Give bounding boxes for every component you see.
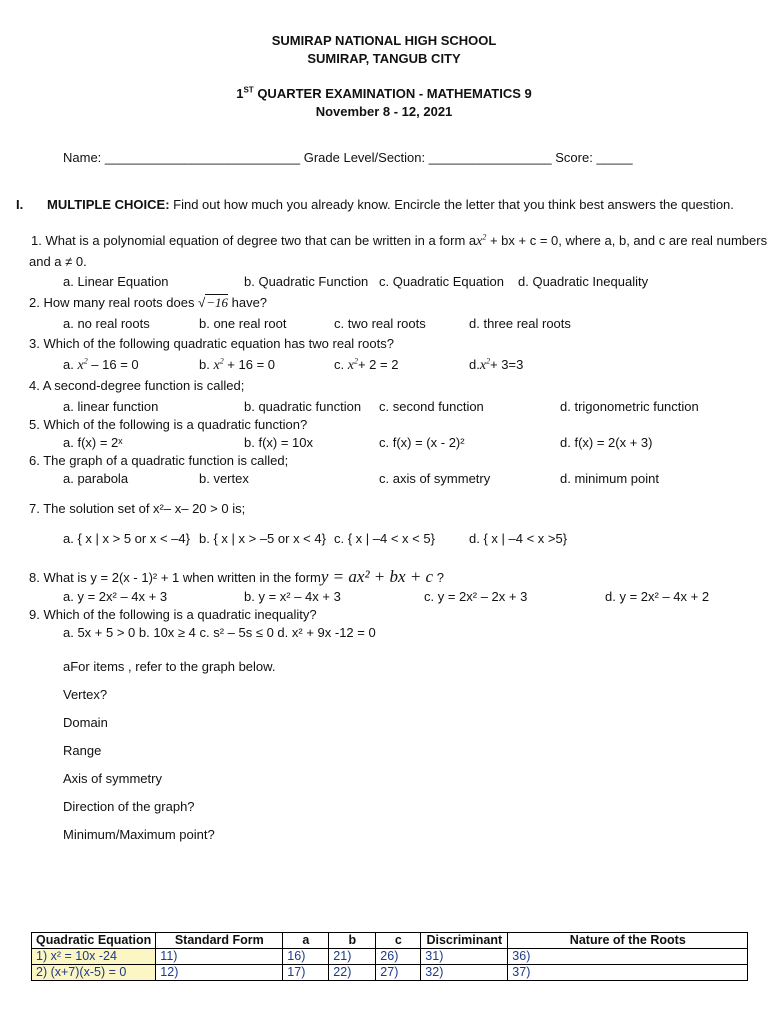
q5-option-c[interactable]: c. f(x) = (x - 2)² <box>379 435 465 450</box>
q7-option-a[interactable]: a. { x | x > 5 or x < –4} <box>63 531 190 546</box>
q1-option-d[interactable]: d. Quadratic Inequality <box>518 274 649 289</box>
cell-a[interactable]: 17) <box>283 965 329 981</box>
cell-discriminant[interactable]: 31) <box>421 949 508 965</box>
q1-option-c[interactable]: c. Quadratic Equation <box>379 274 505 289</box>
q7-stem: 7. The solution set of x²– x– 20 > 0 is; <box>29 501 246 516</box>
q9-stem: 9. Which of the following is a quadratic inequality? <box>29 607 317 622</box>
q6-option-b[interactable]: b. vertex <box>199 471 249 486</box>
graph-item-vertex: Vertex? <box>63 687 108 702</box>
q1-stem-b: + bx + c = 0, where a, b, and c are real numbers <box>486 233 768 248</box>
th-discriminant: Discriminant <box>421 933 508 949</box>
q2-stem-a: 2. How many real roots does <box>29 295 199 310</box>
graph-item-minmax: Minimum/Maximum point? <box>63 827 215 842</box>
q1-x2: $x^2$ <box>476 232 487 249</box>
q3-b-eq: + 16 = 0 <box>223 357 276 372</box>
q1-stem <box>31 233 767 250</box>
q3-c-eq: + 2 = 2 <box>357 357 399 372</box>
cell-b[interactable]: 22) <box>329 965 376 981</box>
graph-item-domain: Domain <box>63 715 108 730</box>
q7-option-d[interactable]: d. { x | –4 < x >5} <box>469 531 568 546</box>
q3-stem: 3. Which of the following quadratic equation has two real roots? <box>29 336 394 351</box>
student-info-line: Name: ___________________________ Grade Level/Section: _________________ Score: _____ <box>63 150 633 165</box>
exam-prefix: 1 <box>236 86 244 101</box>
section-title: MULTIPLE CHOICE: <box>47 197 170 212</box>
q5-option-b[interactable]: b. f(x) = 10x <box>244 435 313 450</box>
q6-stem: 6. The graph of a quadratic function is called; <box>29 453 289 468</box>
q1-stem-c: and a ≠ 0. <box>29 254 87 269</box>
section-instruction: Find out how much you already know. Encircle the letter that you think best answers the question. <box>169 197 734 212</box>
q6-option-a[interactable]: a. parabola <box>63 471 129 486</box>
q5-stem: 5. Which of the following is a quadratic function? <box>29 417 308 432</box>
q4-option-b[interactable]: b. quadratic function <box>244 399 362 414</box>
q2-radicand: −16 <box>206 295 228 310</box>
q8-option-b[interactable]: b. y = x² – 4x + 3 <box>244 589 341 604</box>
q5-option-a[interactable]: a. f(x) = 2ˣ <box>63 435 123 450</box>
q2-stem: 2. How many real roots does √−16 have? <box>29 295 268 310</box>
graph-item-direction: Direction of the graph? <box>63 799 195 814</box>
q3-option-a[interactable] <box>63 357 139 374</box>
th-a: a <box>283 933 329 949</box>
q4-stem: 4. A second-degree function is called; <box>29 378 245 393</box>
section-heading <box>47 197 734 212</box>
cell-b[interactable]: 21) <box>329 949 376 965</box>
q1-option-a[interactable]: a. Linear Equation <box>63 274 169 289</box>
q3-c-label: c. <box>334 357 348 372</box>
exam-title <box>0 86 768 101</box>
q2-stem-b: have? <box>228 295 268 310</box>
th-b: b <box>329 933 376 949</box>
q3-option-d[interactable] <box>469 357 523 374</box>
q8-option-c[interactable]: c. y = 2x² – 2x + 3 <box>424 589 528 604</box>
table-header-row <box>32 933 748 949</box>
q3-c-x2: $x^2$ <box>347 356 358 373</box>
q8-stem-a: 8. What is y = 2(x - 1)² + 1 when written in the form <box>29 570 321 585</box>
q8-option-d[interactable]: d. y = 2x² – 4x + 2 <box>605 589 710 604</box>
table-row <box>32 965 748 981</box>
q6-option-d[interactable]: d. minimum point <box>560 471 659 486</box>
q4-option-c[interactable]: c. second function <box>379 399 484 414</box>
q4-option-a[interactable]: a. linear function <box>63 399 159 414</box>
exam-sup: ST <box>243 85 254 95</box>
q2-option-a[interactable]: a. no real roots <box>63 316 150 331</box>
q3-option-c[interactable] <box>334 357 398 374</box>
q9-options[interactable]: a. 5x + 5 > 0 b. 10x ≥ 4 c. s² – 5s ≤ 0 d. x² + 9x -12 = 0 <box>63 625 376 640</box>
q3-a-x2: $x^2$ <box>77 356 88 373</box>
q1-stem-a: 1. What is a polynomial equation of degree two that can be written in a form a <box>31 233 477 248</box>
th-nature: Nature of the Roots <box>508 933 748 949</box>
q8-stem <box>29 567 444 587</box>
q8-form: y = ax² + bx + c <box>320 567 434 586</box>
q3-d-label: d. <box>469 357 480 372</box>
cell-c[interactable]: 26) <box>376 949 421 965</box>
q7-option-c[interactable]: c. { x | –4 < x < 5} <box>334 531 435 546</box>
q7-option-b[interactable]: b. { x | x > –5 or x < 4} <box>199 531 326 546</box>
q2-option-c[interactable]: c. two real roots <box>334 316 426 331</box>
cell-nature[interactable]: 36) <box>508 949 748 965</box>
table-row <box>32 949 748 965</box>
q8-option-a[interactable]: a. y = 2x² – 4x + 3 <box>63 589 168 604</box>
q3-option-b[interactable] <box>199 357 275 374</box>
q3-a-eq: – 16 = 0 <box>87 357 139 372</box>
q3-a-label: a. <box>63 357 78 372</box>
cell-c[interactable]: 27) <box>376 965 421 981</box>
exam-dates: November 8 - 12, 2021 <box>315 104 453 119</box>
cell-standard[interactable]: 12) <box>156 965 283 981</box>
cell-nature[interactable]: 37) <box>508 965 748 981</box>
q6-option-c[interactable]: c. axis of symmetry <box>379 471 491 486</box>
graph-item-axis: Axis of symmetry <box>63 771 162 786</box>
th-equation: Quadratic Equation <box>32 933 156 949</box>
cell-standard[interactable]: 11) <box>156 949 283 965</box>
section-number: I. <box>16 197 24 212</box>
graph-intro: aFor items , refer to the graph below. <box>63 659 276 674</box>
q2-option-d[interactable]: d. three real roots <box>469 316 571 331</box>
school-name: SUMIRAP NATIONAL HIGH SCHOOL <box>271 33 497 48</box>
school-address: SUMIRAP, TANGUB CITY <box>307 51 461 66</box>
th-standard-form: Standard Form <box>156 933 283 949</box>
q8-stem-b: ? <box>433 570 444 585</box>
exam-title-text: QUARTER EXAMINATION - MATHEMATICS 9 <box>253 86 532 101</box>
quadratic-table <box>31 932 748 981</box>
q4-option-d[interactable]: d. trigonometric function <box>560 399 699 414</box>
q3-d-eq: + 3=3 <box>490 357 524 372</box>
q5-option-d[interactable]: d. f(x) = 2(x + 3) <box>560 435 653 450</box>
q1-option-b[interactable]: b. Quadratic Function <box>244 274 369 289</box>
graph-item-range: Range <box>63 743 102 758</box>
q3-b-label: b. <box>199 357 214 372</box>
cell-equation: 1) x² = 10x -24 <box>32 949 156 965</box>
cell-equation: 2) (x+7)(x-5) = 0 <box>32 965 156 981</box>
q2-option-b[interactable]: b. one real root <box>199 316 287 331</box>
cell-discriminant[interactable]: 32) <box>421 965 508 981</box>
q3-d-x2: $x^2$ <box>479 356 491 373</box>
cell-a[interactable]: 16) <box>283 949 329 965</box>
q3-b-x2: $x^2$ <box>213 356 224 373</box>
th-c: c <box>376 933 421 949</box>
